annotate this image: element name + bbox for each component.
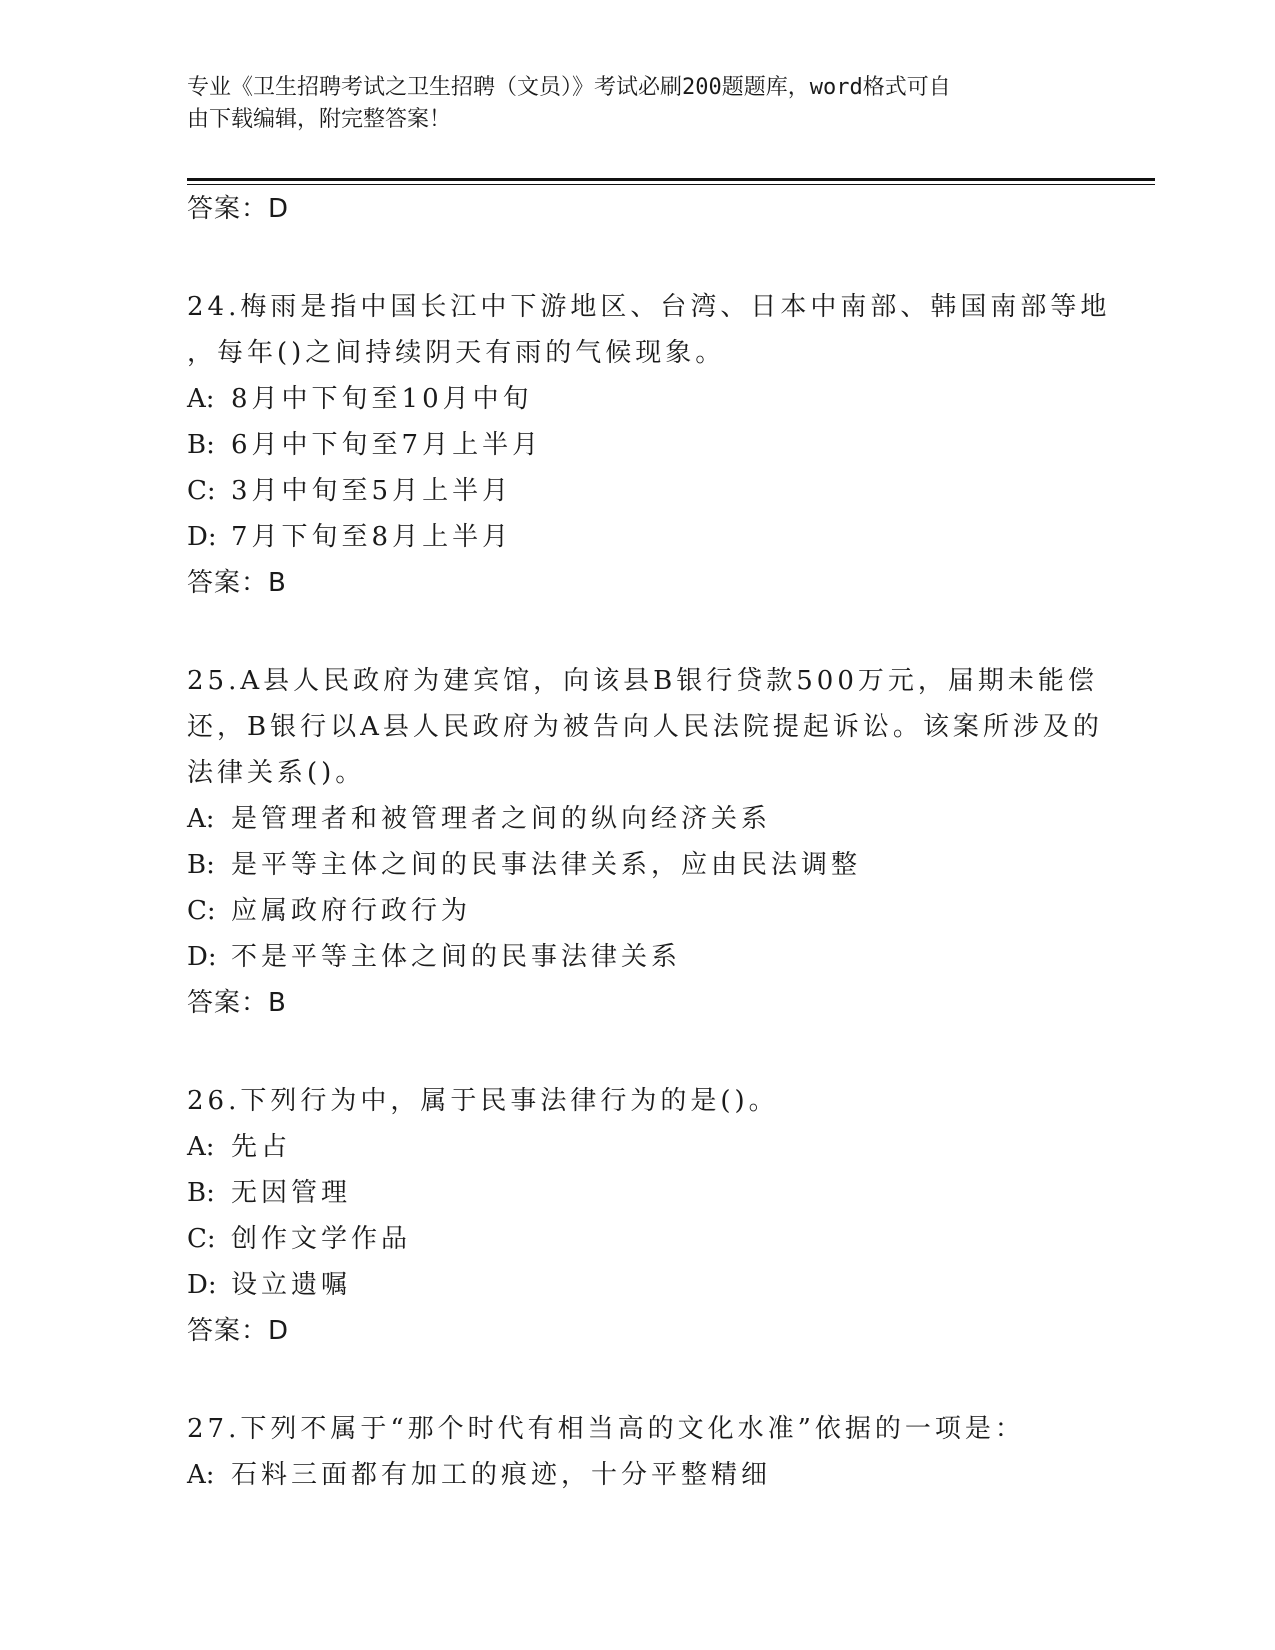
option-key: C: bbox=[187, 896, 216, 926]
option-a bbox=[187, 376, 1137, 422]
option-key: A: bbox=[187, 1132, 215, 1162]
question-26 bbox=[187, 1078, 1137, 1354]
option-key: D: bbox=[187, 522, 217, 552]
header-rule-thin bbox=[187, 184, 1155, 185]
question-24 bbox=[187, 284, 1137, 606]
option-a bbox=[187, 1452, 1137, 1498]
option-a bbox=[187, 1124, 1137, 1170]
option-text: 6月中下旬至7月上半月 bbox=[231, 430, 543, 460]
option-key: D: bbox=[187, 942, 217, 972]
option-b bbox=[187, 422, 1137, 468]
option-c bbox=[187, 1216, 1137, 1262]
option-key: C: bbox=[187, 476, 216, 506]
document-header bbox=[187, 72, 1067, 136]
option-key: A: bbox=[187, 804, 215, 834]
option-text: 是平等主体之间的民事法律关系，应由民法调整 bbox=[231, 850, 862, 880]
option-c bbox=[187, 888, 1137, 934]
option-key: A: bbox=[187, 384, 215, 414]
question-text-line: 24.梅雨是指中国长江中下游地区、台湾、日本中南部、韩国南部等地 bbox=[187, 292, 1111, 322]
option-a bbox=[187, 796, 1137, 842]
option-text: 创作文学作品 bbox=[231, 1224, 412, 1254]
header-rule-thick bbox=[187, 178, 1155, 181]
option-key: D: bbox=[187, 1270, 217, 1300]
option-d bbox=[187, 934, 1137, 980]
option-text: 8月中下旬至10月中旬 bbox=[231, 384, 533, 414]
answer-label: 答案：D bbox=[187, 194, 290, 224]
question-text-line: 27.下列不属于“那个时代有相当高的文化水准”依据的一项是： bbox=[187, 1414, 1025, 1444]
option-text: 设立遗嘱 bbox=[231, 1270, 352, 1300]
option-b bbox=[187, 1170, 1137, 1216]
question-text-line: 还，B银行以A县人民政府为被告向人民法院提起诉讼。该案所涉及的 bbox=[187, 712, 1103, 742]
option-text: 应属政府行政行为 bbox=[231, 896, 472, 926]
question-text-line: 法律关系()。 bbox=[187, 758, 366, 788]
option-text: 无因管理 bbox=[231, 1178, 352, 1208]
answer-label: 答案：D bbox=[187, 1316, 290, 1346]
answer-label: 答案：B bbox=[187, 568, 287, 598]
header-line-2: 由下载编辑，附完整答案！ bbox=[187, 107, 452, 132]
answer-label: 答案：B bbox=[187, 988, 287, 1018]
question-25 bbox=[187, 658, 1137, 1026]
option-text: 7月下旬至8月上半月 bbox=[231, 522, 513, 552]
option-d bbox=[187, 514, 1137, 560]
question-list bbox=[187, 186, 1137, 1498]
question-text-line: 25.A县人民政府为建宾馆，向该县B银行贷款500万元，届期未能偿 bbox=[187, 666, 1098, 696]
option-text: 是管理者和被管理者之间的纵向经济关系 bbox=[231, 804, 772, 834]
option-key: C: bbox=[187, 1224, 216, 1254]
option-d bbox=[187, 1262, 1137, 1308]
option-key: A: bbox=[187, 1460, 215, 1490]
option-key: B: bbox=[187, 430, 215, 460]
option-c bbox=[187, 468, 1137, 514]
option-text: 不是平等主体之间的民事法律关系 bbox=[231, 942, 682, 972]
option-text: 3月中旬至5月上半月 bbox=[231, 476, 513, 506]
option-key: B: bbox=[187, 1178, 215, 1208]
header-line-1: 专业《卫生招聘考试之卫生招聘（文员）》考试必刷200题题库，word格式可自 bbox=[187, 75, 951, 100]
option-text: 石料三面都有加工的痕迹，十分平整精细 bbox=[231, 1460, 772, 1490]
option-text: 先占 bbox=[231, 1132, 292, 1162]
option-b bbox=[187, 842, 1137, 888]
option-key: B: bbox=[187, 850, 215, 880]
question-text-line: ，每年()之间持续阴天有雨的气候现象。 bbox=[187, 338, 726, 368]
question-27 bbox=[187, 1406, 1137, 1498]
question-text-line: 26.下列行为中，属于民事法律行为的是()。 bbox=[187, 1086, 779, 1116]
